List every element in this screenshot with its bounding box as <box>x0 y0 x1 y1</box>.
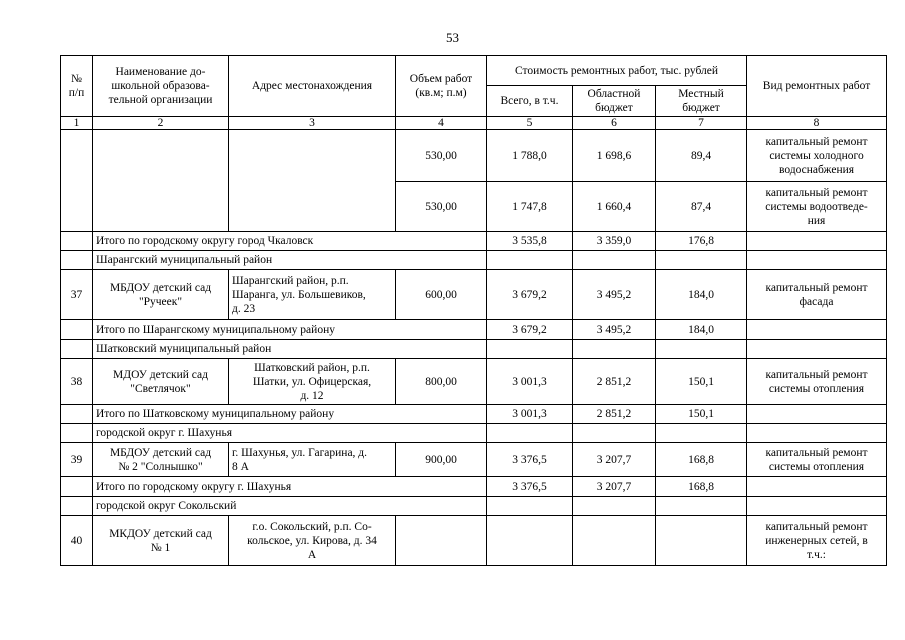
cell-regional: 2 851,2 <box>573 405 656 424</box>
subtotal-label: Итого по городскому округу город Чкаловск <box>93 232 487 251</box>
region-row <box>61 251 887 270</box>
table-row <box>61 516 887 566</box>
page-number: 53 <box>446 30 459 45</box>
header-local: Местный бюджет <box>656 86 747 117</box>
cell-local: 168,8 <box>656 477 747 497</box>
cell-total: 3 376,5 <box>487 477 573 497</box>
cell-total: 3 001,3 <box>487 405 573 424</box>
header-total: Всего, в т.ч. <box>487 86 573 117</box>
column-number: 8 <box>747 117 887 130</box>
cell-regional: 2 851,2 <box>573 359 656 405</box>
repair-works-table <box>60 55 887 566</box>
cell-local: 150,1 <box>656 405 747 424</box>
column-number: 1 <box>61 117 93 130</box>
cell-total: 3 679,2 <box>487 320 573 340</box>
cell-repair-kind: капитальный ремонт инженерных сетей, в т.ч.: <box>747 516 887 566</box>
cell-local: 168,8 <box>656 443 747 477</box>
column-number: 6 <box>573 117 656 130</box>
cell-number: 37 <box>61 270 93 320</box>
cell-org-name <box>93 130 229 232</box>
subtotal-row <box>61 232 887 251</box>
cell-org-name: МДОУ детский сад "Светлячок" <box>93 359 229 405</box>
subtotal-row <box>61 320 887 340</box>
region-row <box>61 497 887 516</box>
header-org-name: Наименование до- школьной образова- тельной организации <box>93 56 229 117</box>
cell-volume: 530,00 <box>396 130 487 182</box>
header-volume: Объем работ (кв.м; п.м) <box>396 56 487 117</box>
header-repair-kind: Вид ремонтных работ <box>747 56 887 117</box>
cell-regional: 3 495,2 <box>573 320 656 340</box>
cell-local: 176,8 <box>656 232 747 251</box>
header-regional: Областной бюджет <box>573 86 656 117</box>
region-label: Шатковский муниципальный район <box>93 340 487 359</box>
cell-address <box>229 130 396 232</box>
column-number: 4 <box>396 117 487 130</box>
cell-local: 150,1 <box>656 359 747 405</box>
header-address: Адрес местонахождения <box>229 56 396 117</box>
region-label: Шарангский муниципальный район <box>93 251 487 270</box>
cell-org-name: МБДОУ детский сад "Ручеек" <box>93 270 229 320</box>
cell-number: 40 <box>61 516 93 566</box>
table-row <box>61 270 887 320</box>
cell-regional: 3 207,7 <box>573 477 656 497</box>
cell-number: 39 <box>61 443 93 477</box>
table-row <box>61 359 887 405</box>
subtotal-row <box>61 405 887 424</box>
table-row <box>61 130 887 182</box>
cell-total: 3 535,8 <box>487 232 573 251</box>
cell-repair-kind: капитальный ремонт системы отопления <box>747 443 887 477</box>
cell-number: 38 <box>61 359 93 405</box>
column-number: 7 <box>656 117 747 130</box>
column-number-row <box>61 117 887 130</box>
cell-total <box>487 516 573 566</box>
cell-address: Шатковский район, р.п. Шатки, ул. Офицерская, д. 12 <box>229 359 396 405</box>
subtotal-label: Итого по городскому округу г. Шахунья <box>93 477 487 497</box>
cell-regional: 3 495,2 <box>573 270 656 320</box>
cell-org-name: МКДОУ детский сад № 1 <box>93 516 229 566</box>
cell-total: 3 001,3 <box>487 359 573 405</box>
header-row <box>61 56 887 86</box>
cell-volume <box>396 516 487 566</box>
cell-volume: 530,00 <box>396 182 487 232</box>
cell-regional: 3 359,0 <box>573 232 656 251</box>
cell-org-name: МБДОУ детский сад № 2 "Солнышко" <box>93 443 229 477</box>
subtotal-label: Итого по Шарангскому муниципальному району <box>93 320 487 340</box>
cell-local: 89,4 <box>656 130 747 182</box>
cell-total: 3 376,5 <box>487 443 573 477</box>
region-label: городской округ г. Шахунья <box>93 424 487 443</box>
header-number: № п/п <box>61 56 93 117</box>
cell-regional: 1 698,6 <box>573 130 656 182</box>
cell-regional: 3 207,7 <box>573 443 656 477</box>
cell-address: г.о. Сокольский, р.п. Со- кольское, ул. Кирова, д. 34 А <box>229 516 396 566</box>
cell-address: Шарангский район, р.п. Шаранга, ул. Большевиков, д. 23 <box>229 270 396 320</box>
cell-volume: 600,00 <box>396 270 487 320</box>
cell-repair-kind: капитальный ремонт системы отопления <box>747 359 887 405</box>
cell-regional <box>573 516 656 566</box>
region-row <box>61 340 887 359</box>
region-row <box>61 424 887 443</box>
table-row <box>61 443 887 477</box>
cell-local: 184,0 <box>656 270 747 320</box>
subtotal-row <box>61 477 887 497</box>
cell-local <box>656 516 747 566</box>
cell-repair-kind: капитальный ремонт фасада <box>747 270 887 320</box>
cell-local: 87,4 <box>656 182 747 232</box>
cell-total: 1 788,0 <box>487 130 573 182</box>
cell-regional: 1 660,4 <box>573 182 656 232</box>
cell-address: г. Шахунья, ул. Гагарина, д. 8 А <box>229 443 396 477</box>
cell-volume: 800,00 <box>396 359 487 405</box>
cell-local: 184,0 <box>656 320 747 340</box>
cell-total: 3 679,2 <box>487 270 573 320</box>
cell-number <box>61 130 93 232</box>
region-label: городской округ Сокольский <box>93 497 487 516</box>
subtotal-label: Итого по Шатковскому муниципальному району <box>93 405 487 424</box>
column-number: 3 <box>229 117 396 130</box>
header-cost-group: Стоимость ремонтных работ, тыс. рублей <box>487 56 747 86</box>
cell-repair-kind: капитальный ремонт системы холодного водоснабжения <box>747 130 887 182</box>
cell-volume: 900,00 <box>396 443 487 477</box>
column-number: 2 <box>93 117 229 130</box>
cell-total: 1 747,8 <box>487 182 573 232</box>
column-number: 5 <box>487 117 573 130</box>
cell-repair-kind: капитальный ремонт системы водоотведе- ния <box>747 182 887 232</box>
